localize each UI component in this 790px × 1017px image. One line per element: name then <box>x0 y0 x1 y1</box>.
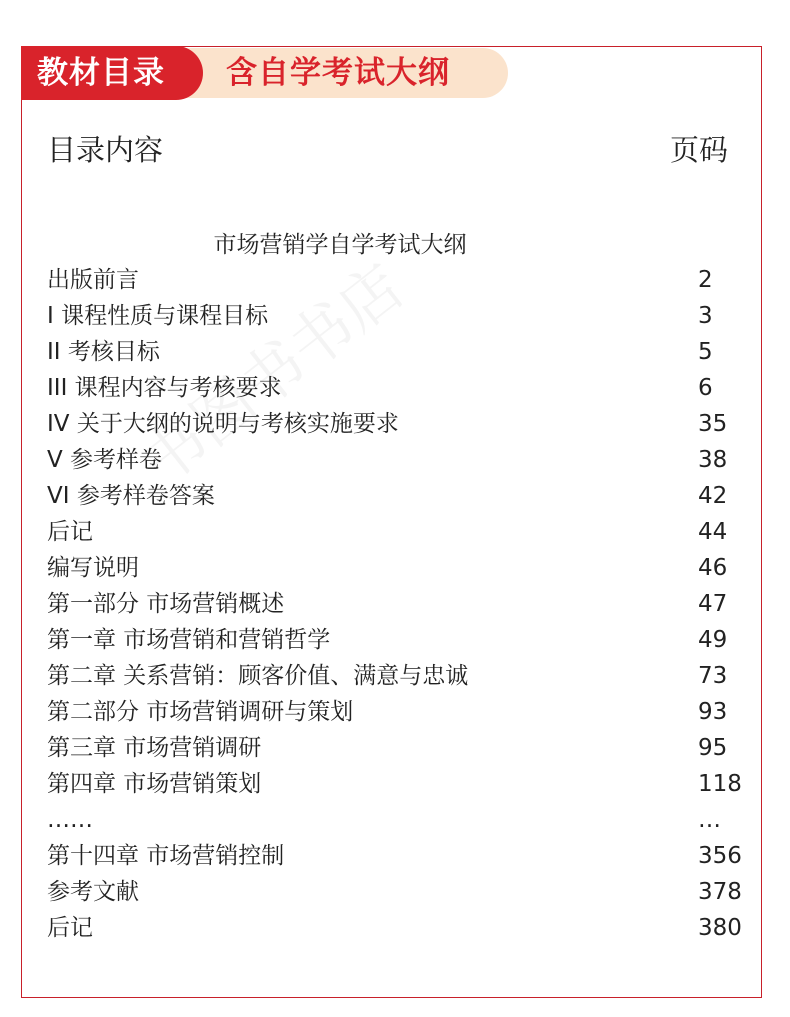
toc-title: IV 关于大纲的说明与考核实施要求 <box>47 411 399 437</box>
toc-page: 49 <box>698 627 728 653</box>
banner-title: 教材目录 <box>21 46 203 100</box>
toc-page: 44 <box>698 519 728 545</box>
toc-list <box>47 262 747 946</box>
banner-subtitle: 含自学考试大纲 <box>226 55 450 91</box>
contents-header: 目录内容 <box>47 133 164 167</box>
toc-title: 第四章 市场营销策划 <box>47 771 262 797</box>
toc-page: 356 <box>698 843 742 869</box>
toc-row <box>47 694 747 730</box>
toc-page: 378 <box>698 879 742 905</box>
toc-row <box>47 514 747 550</box>
toc-row <box>47 550 747 586</box>
toc-page: 93 <box>698 699 728 725</box>
page-header: 页码 <box>670 133 729 167</box>
toc-row <box>47 766 747 802</box>
toc-title: I 课程性质与课程目标 <box>47 303 269 329</box>
toc-page: 47 <box>698 591 728 617</box>
toc-page: 46 <box>698 555 728 581</box>
toc-page: 73 <box>698 663 728 689</box>
toc-page: … <box>698 807 721 833</box>
toc-title: 第一章 市场营销和营销哲学 <box>47 627 331 653</box>
toc-row <box>47 658 747 694</box>
toc-title: 第十四章 市场营销控制 <box>47 843 285 869</box>
toc-title: 后记 <box>47 519 93 545</box>
toc-title: 第二部分 市场营销调研与策划 <box>47 699 354 725</box>
toc-row <box>47 838 747 874</box>
toc-title: 第一部分 市场营销概述 <box>47 591 285 617</box>
toc-row <box>47 262 747 298</box>
toc-row <box>47 586 747 622</box>
toc-row <box>47 874 747 910</box>
toc-page: 2 <box>698 267 713 293</box>
toc-row <box>47 910 747 946</box>
toc-title: 编写说明 <box>47 555 139 581</box>
toc-title: III 课程内容与考核要求 <box>47 375 282 401</box>
toc-title: II 考核目标 <box>47 339 160 365</box>
toc-row <box>47 730 747 766</box>
toc-page: 380 <box>698 915 742 941</box>
toc-title: V 参考样卷 <box>47 447 163 473</box>
toc-page: 35 <box>698 411 728 437</box>
toc-title: VI 参考样卷答案 <box>47 483 215 509</box>
toc-page: 38 <box>698 447 728 473</box>
toc-row <box>47 622 747 658</box>
toc-row <box>47 406 747 442</box>
toc-row <box>47 370 747 406</box>
toc-page: 3 <box>698 303 713 329</box>
toc-title: 第二章 关系营销：顾客价值、满意与忠诚 <box>47 663 469 689</box>
toc-page: 95 <box>698 735 728 761</box>
toc-title: 后记 <box>47 915 93 941</box>
toc-title: 参考文献 <box>47 879 139 905</box>
toc-page: 5 <box>698 339 713 365</box>
section-title: 市场营销学自学考试大纲 <box>213 232 467 258</box>
toc-title: 出版前言 <box>47 267 139 293</box>
toc-row <box>47 298 747 334</box>
toc-page: 118 <box>698 771 742 797</box>
toc-ellipsis-row <box>47 802 747 838</box>
toc-title: 第三章 市场营销调研 <box>47 735 262 761</box>
toc-row <box>47 478 747 514</box>
toc-row <box>47 334 747 370</box>
toc-row <box>47 442 747 478</box>
toc-page: 6 <box>698 375 713 401</box>
toc-title: …… <box>47 807 93 833</box>
toc-page: 42 <box>698 483 728 509</box>
